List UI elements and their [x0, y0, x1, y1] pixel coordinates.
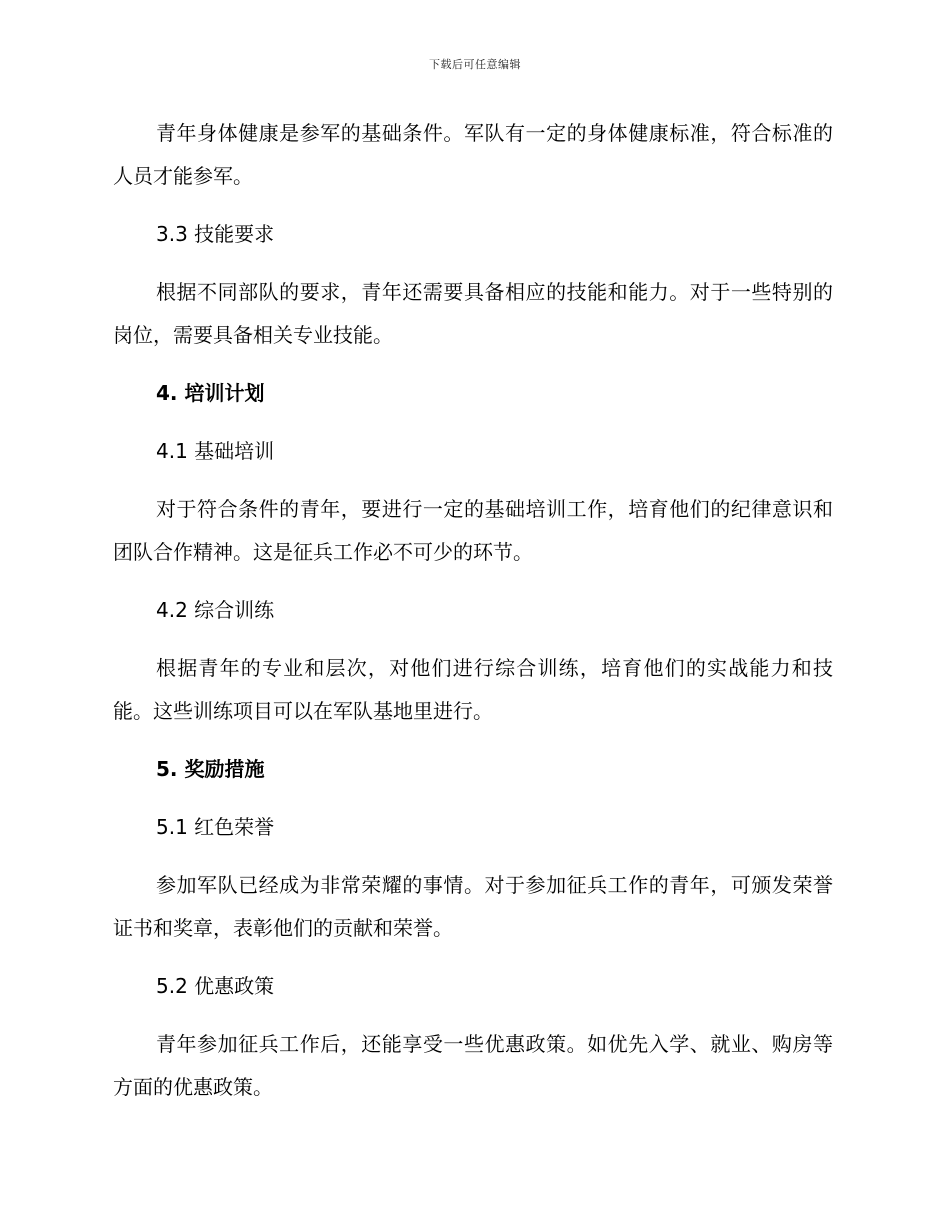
- paragraph-comprehensive-training: 根据青年的专业和层次，对他们进行综合训练，培育他们的实战能力和技能。这些训练项目可以在军队基地里进行。: [113, 656, 833, 723]
- paragraph-skills: 根据不同部队的要求，青年还需要具备相应的技能和能力。对于一些特别的岗位，需要具备相关专业技能。: [113, 280, 833, 347]
- paragraph-health: 青年身体健康是参军的基础条件。军队有一定的身体健康标准，符合标准的人员才能参军。: [113, 121, 833, 188]
- heading-4: 4. 培训计划: [156, 381, 265, 405]
- paragraph-honor: 参加军队已经成为非常荣耀的事情。对于参加征兵工作的青年，可颁发荣誉证书和奖章，表彰他们的贡献和荣誉。: [113, 873, 833, 940]
- header-note: 下载后可任意编辑: [429, 58, 521, 71]
- paragraph-basic-training: 对于符合条件的青年，要进行一定的基础培训工作，培育他们的纪律意识和团队合作精神。这是征兵工作必不可少的环节。: [113, 497, 833, 564]
- subheading-5-2: 5.2 优惠政策: [156, 974, 275, 998]
- paragraph-policy: 青年参加征兵工作后，还能享受一些优惠政策。如优先入学、就业、购房等方面的优惠政策。: [113, 1032, 833, 1099]
- subheading-4-1: 4.1 基础培训: [156, 439, 275, 463]
- subheading-5-1: 5.1 红色荣誉: [156, 815, 275, 839]
- subheading-3-3: 3.3 技能要求: [156, 222, 275, 246]
- document-body: [113, 112, 833, 1109]
- heading-5: 5. 奖励措施: [156, 757, 265, 781]
- subheading-4-2: 4.2 综合训练: [156, 598, 275, 622]
